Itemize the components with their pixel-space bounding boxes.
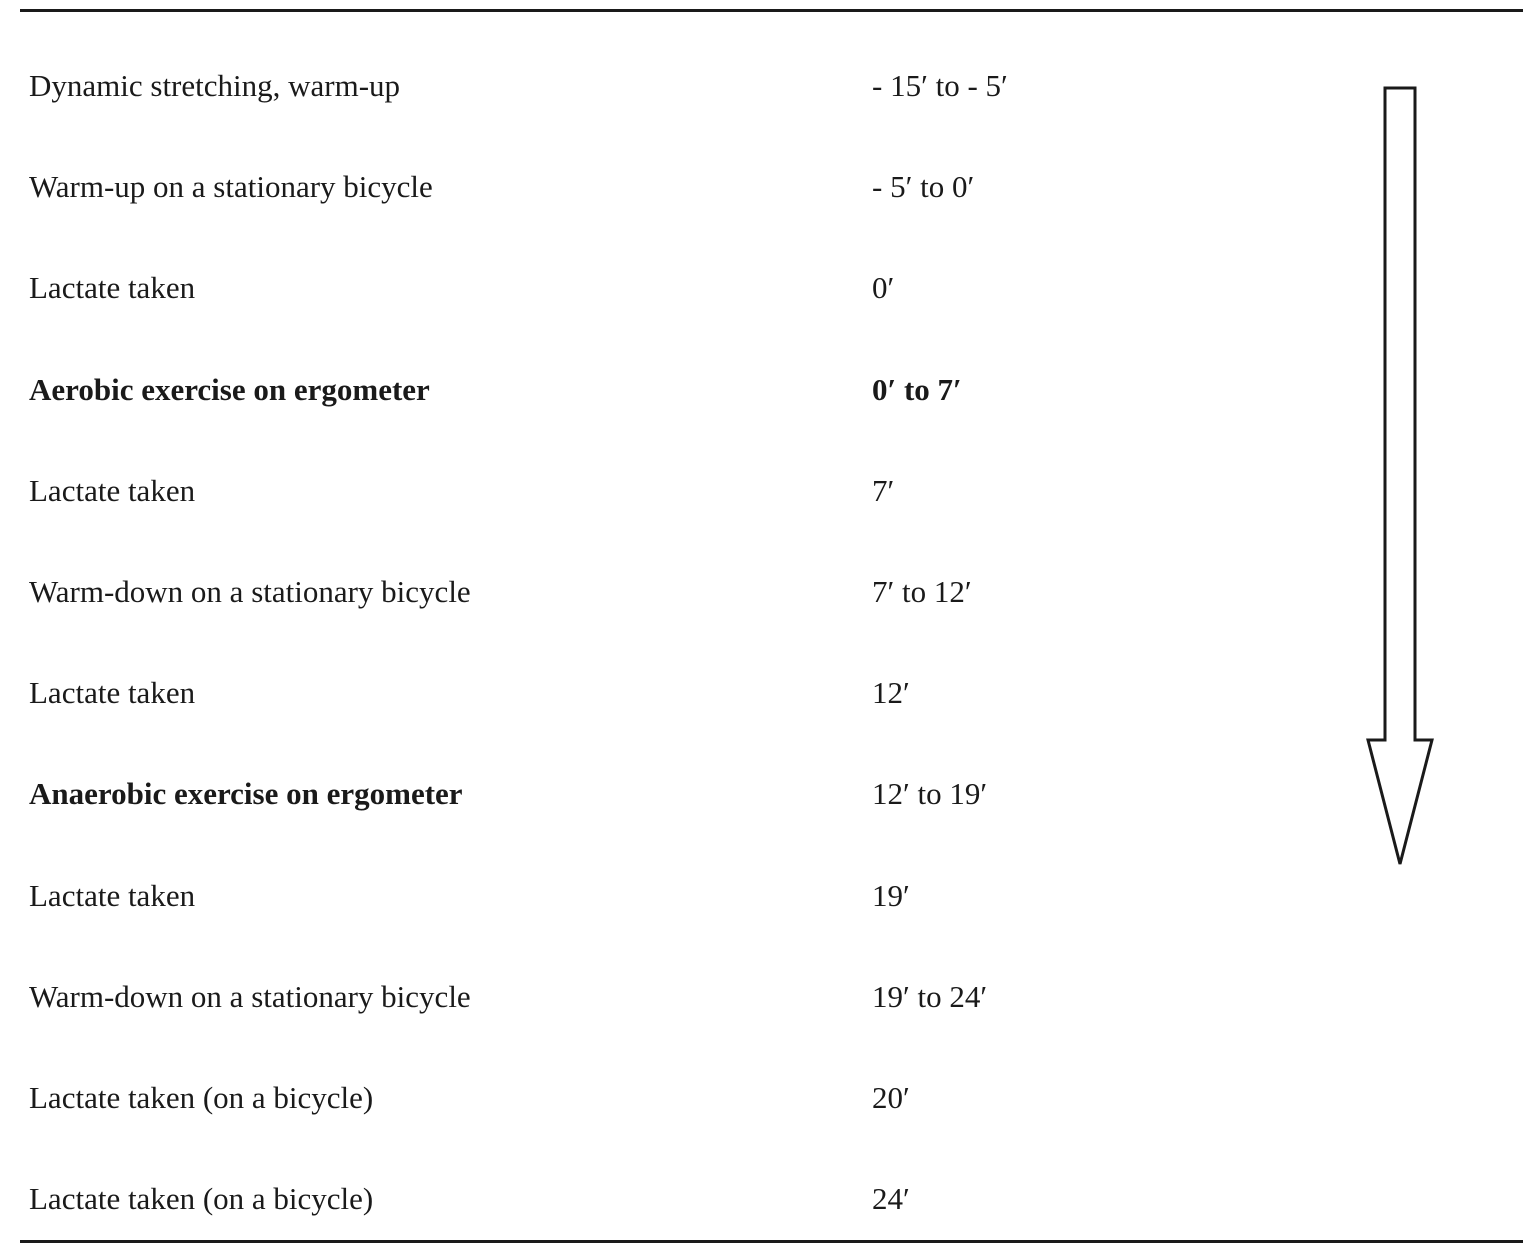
table-row [0, 239, 1535, 340]
table-row [0, 1049, 1535, 1150]
activity-cell: Lactate taken [29, 270, 196, 306]
table-row [0, 745, 1535, 846]
activity-cell: Warm-up on a stationary bicycle [29, 169, 433, 205]
arrow-shape [1368, 88, 1432, 864]
table-row [0, 37, 1535, 138]
time-cell: - 5′ to 0′ [872, 169, 975, 205]
time-cell: - 15′ to - 5′ [872, 68, 1008, 103]
activity-cell: Lactate taken [29, 675, 196, 711]
table-bottom-rule [20, 1240, 1523, 1243]
time-cell: 19′ to 24′ [872, 978, 988, 1014]
time-cell-aerobic: 0′ to 7′ [872, 371, 962, 407]
activity-cell: Dynamic stretching, warm-up [29, 68, 401, 103]
activity-cell-anaerobic: Anaerobic exercise on ergometer [29, 776, 463, 812]
table-row [0, 543, 1535, 644]
table-row [0, 138, 1535, 239]
time-cell: 7′ to 12′ [872, 573, 972, 609]
table-row [0, 644, 1535, 745]
table-top-rule [20, 9, 1523, 12]
activity-cell: Warm-down on a stationary bicycle [29, 978, 471, 1014]
table-row [0, 341, 1535, 442]
time-cell: 7′ [872, 472, 895, 508]
activity-cell: Warm-down on a stationary bicycle [29, 573, 471, 609]
time-cell: 0′ [872, 270, 895, 306]
activity-cell-aerobic: Aerobic exercise on ergometer [29, 371, 430, 407]
activity-cell: Lactate taken (on a bicycle) [29, 1181, 374, 1217]
down-arrow-icon [1365, 86, 1435, 868]
activity-cell: Lactate taken [29, 472, 196, 508]
table-row [0, 948, 1535, 1049]
time-cell: 24′ [872, 1181, 910, 1217]
table-row [0, 1150, 1535, 1251]
activity-cell: Lactate taken [29, 877, 196, 913]
time-cell: 20′ [872, 1079, 910, 1115]
table-row [0, 847, 1535, 948]
time-cell: 12′ to 19′ [872, 776, 988, 812]
protocol-table [0, 37, 1535, 1251]
table-row [0, 442, 1535, 543]
time-cell: 12′ [872, 675, 910, 711]
time-cell: 19′ [872, 877, 910, 913]
activity-cell: Lactate taken (on a bicycle) [29, 1079, 374, 1115]
